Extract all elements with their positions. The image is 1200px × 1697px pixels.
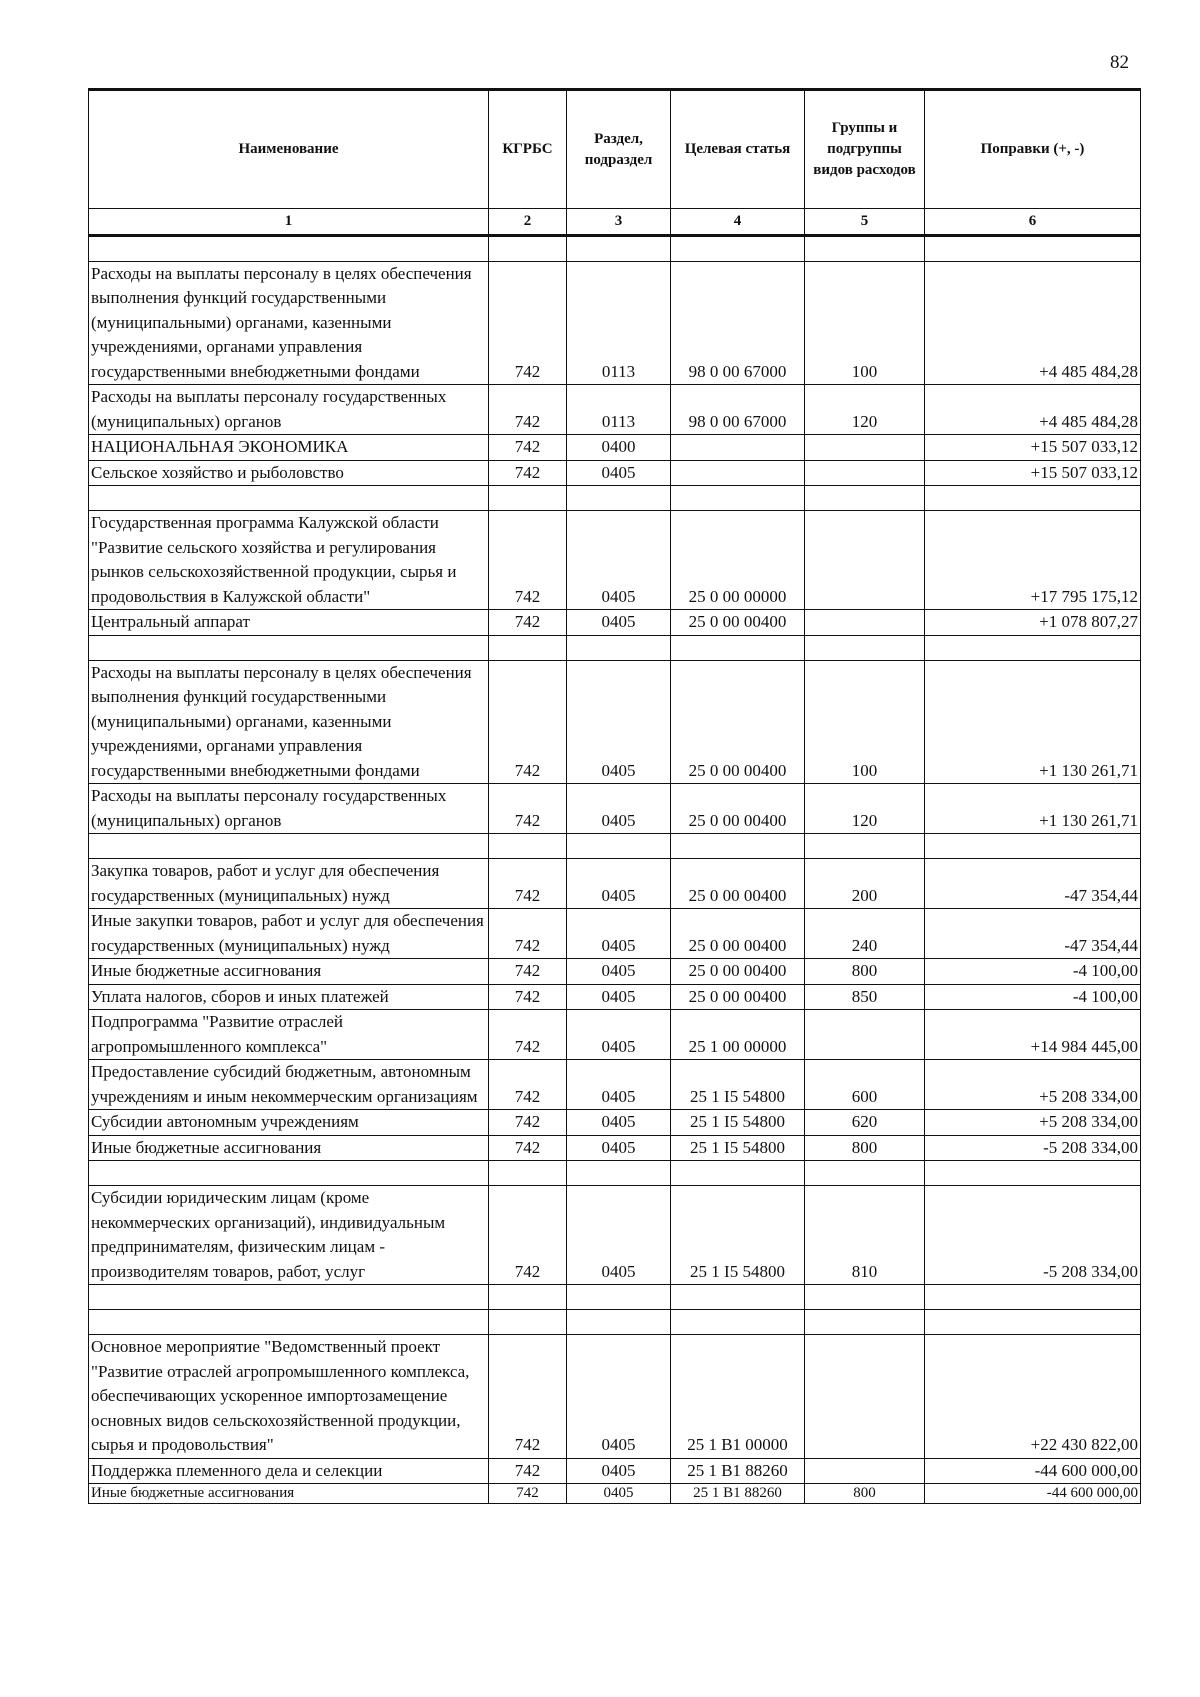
row-statya: 25 0 00 00400 [671,959,805,985]
row-razdel: 0405 [567,1110,671,1136]
row-statya: 25 1 B1 88260 [671,1458,805,1484]
table-row [89,784,1141,834]
row-name: НАЦИОНАЛЬНАЯ ЭКОНОМИКА [89,435,489,461]
row-kgrbs: 742 [489,511,567,610]
table-row [89,1060,1141,1110]
spacer-row [89,635,1141,660]
table-row [89,610,1141,636]
row-amount: +15 507 033,12 [925,435,1141,461]
table-row [89,385,1141,435]
row-razdel: 0405 [567,1458,671,1484]
header-razdel: Раздел, подраздел [567,90,671,209]
row-vid: 240 [805,909,925,959]
row-kgrbs: 742 [489,1458,567,1484]
row-kgrbs: 742 [489,1484,567,1504]
header-statya: Целевая статья [671,90,805,209]
row-kgrbs: 742 [489,1110,567,1136]
row-kgrbs: 742 [489,385,567,435]
row-name: Расходы на выплаты персоналу в целях обеспечения выполнения функций государственными (муниципальными) органами, казенными учреждениями, органами управления государственными внебюджетными фондами [89,660,489,784]
spacer-row [89,1161,1141,1186]
row-kgrbs: 742 [489,660,567,784]
row-vid: 120 [805,784,925,834]
row-name: Иные закупки товаров, работ и услуг для обеспечения государственных (муниципальных) нужд [89,909,489,959]
row-kgrbs: 742 [489,1135,567,1161]
row-name: Основное мероприятие "Ведомственный проект "Развитие отраслей агропромышленного комплекса, обеспечивающих ускоренное импортозамещение основных видов сельскохозяйственной продукции, сырья и продовольствия" [89,1335,489,1459]
row-amount: +5 208 334,00 [925,1110,1141,1136]
row-statya: 25 1 B1 00000 [671,1335,805,1459]
row-statya: 98 0 00 67000 [671,385,805,435]
row-statya: 25 0 00 00400 [671,984,805,1010]
row-vid: 800 [805,1135,925,1161]
row-name: Государственная программа Калужской области "Развитие сельского хозяйства и регулирования рынков сельскохозяйственной продукции, сырья и продовольствия в Калужской области" [89,511,489,610]
row-name: Иные бюджетные ассигнования [89,1135,489,1161]
row-vid: 620 [805,1110,925,1136]
page-number: 82 [1110,52,1129,73]
row-name: Иные бюджетные ассигнования [89,1484,489,1504]
column-number: 5 [805,209,925,236]
row-razdel: 0405 [567,1484,671,1504]
row-amount: -44 600 000,00 [925,1458,1141,1484]
row-amount: -5 208 334,00 [925,1135,1141,1161]
row-name: Расходы на выплаты персоналу государственных (муниципальных) органов [89,784,489,834]
row-kgrbs: 742 [489,1186,567,1285]
row-vid: 800 [805,1484,925,1504]
row-amount: +14 984 445,00 [925,1010,1141,1060]
row-statya [671,460,805,486]
column-numbers-row [89,209,1141,236]
row-razdel: 0405 [567,1135,671,1161]
row-kgrbs: 742 [489,959,567,985]
header-amount: Поправки (+, -) [925,90,1141,209]
table-row [89,1335,1141,1459]
row-statya: 25 1 00 00000 [671,1010,805,1060]
row-kgrbs: 742 [489,460,567,486]
row-name: Подпрограмма "Развитие отраслей агропромышленного комплекса" [89,1010,489,1060]
row-name: Расходы на выплаты персоналу в целях обеспечения выполнения функций государственными (муниципальными) органами, казенными учреждениями, органами управления государственными внебюджетными фондами [89,261,489,385]
row-razdel: 0405 [567,784,671,834]
table-row [89,959,1141,985]
table-row [89,511,1141,610]
column-number: 1 [89,209,489,236]
row-vid: 120 [805,385,925,435]
row-amount: -47 354,44 [925,859,1141,909]
row-kgrbs: 742 [489,859,567,909]
row-kgrbs: 742 [489,784,567,834]
row-vid: 100 [805,660,925,784]
row-vid: 810 [805,1186,925,1285]
row-statya [671,435,805,461]
row-name: Предоставление субсидий бюджетным, автономным учреждениям и иным некоммерческим организациям [89,1060,489,1110]
row-vid [805,1335,925,1459]
table-row [89,660,1141,784]
row-name: Сельское хозяйство и рыболовство [89,460,489,486]
table-header-row [89,90,1141,209]
row-razdel: 0405 [567,610,671,636]
budget-amendments-table [88,88,1141,1504]
spacer-row [89,1285,1141,1310]
row-vid [805,1010,925,1060]
row-statya: 98 0 00 67000 [671,261,805,385]
row-vid: 800 [805,959,925,985]
row-vid [805,460,925,486]
row-vid: 200 [805,859,925,909]
row-amount: +1 130 261,71 [925,660,1141,784]
row-kgrbs: 742 [489,610,567,636]
row-kgrbs: 742 [489,1060,567,1110]
row-name: Иные бюджетные ассигнования [89,959,489,985]
column-number: 4 [671,209,805,236]
header-kgrbs: КГРБС [489,90,567,209]
table-row [89,1110,1141,1136]
row-amount: -47 354,44 [925,909,1141,959]
row-statya: 25 1 I5 54800 [671,1060,805,1110]
row-razdel: 0405 [567,984,671,1010]
table-row [89,1484,1141,1504]
row-amount: +4 485 484,28 [925,261,1141,385]
row-amount: -4 100,00 [925,959,1141,985]
row-statya: 25 0 00 00400 [671,784,805,834]
row-statya: 25 1 I5 54800 [671,1110,805,1136]
row-statya: 25 0 00 00400 [671,909,805,959]
row-statya: 25 0 00 00400 [671,859,805,909]
table-row [89,1010,1141,1060]
row-razdel: 0405 [567,959,671,985]
table-row [89,1135,1141,1161]
row-kgrbs: 742 [489,261,567,385]
table-row [89,909,1141,959]
column-number: 6 [925,209,1141,236]
row-razdel: 0405 [567,1010,671,1060]
spacer-row [89,235,1141,261]
row-amount: +5 208 334,00 [925,1060,1141,1110]
row-vid [805,1458,925,1484]
row-vid [805,435,925,461]
row-kgrbs: 742 [489,1335,567,1459]
spacer-row [89,1310,1141,1335]
row-amount: +15 507 033,12 [925,460,1141,486]
row-amount: +17 795 175,12 [925,511,1141,610]
column-number: 2 [489,209,567,236]
row-razdel: 0405 [567,1335,671,1459]
row-razdel: 0405 [567,460,671,486]
row-name: Центральный аппарат [89,610,489,636]
row-amount: +22 430 822,00 [925,1335,1141,1459]
row-name: Закупка товаров, работ и услуг для обеспечения государственных (муниципальных) нужд [89,859,489,909]
row-kgrbs: 742 [489,1010,567,1060]
row-vid: 100 [805,261,925,385]
row-amount: -44 600 000,00 [925,1484,1141,1504]
row-amount: +1 078 807,27 [925,610,1141,636]
row-name: Уплата налогов, сборов и иных платежей [89,984,489,1010]
row-vid: 600 [805,1060,925,1110]
row-amount: -4 100,00 [925,984,1141,1010]
row-statya: 25 0 00 00400 [671,610,805,636]
row-statya: 25 1 I5 54800 [671,1186,805,1285]
row-vid [805,511,925,610]
row-statya: 25 0 00 00000 [671,511,805,610]
row-razdel: 0405 [567,1060,671,1110]
row-vid: 850 [805,984,925,1010]
row-razdel: 0405 [567,511,671,610]
row-kgrbs: 742 [489,435,567,461]
table-row [89,859,1141,909]
spacer-row [89,834,1141,859]
row-statya: 25 1 I5 54800 [671,1135,805,1161]
row-razdel: 0113 [567,385,671,435]
row-razdel: 0405 [567,1186,671,1285]
column-number: 3 [567,209,671,236]
row-name: Поддержка племенного дела и селекции [89,1458,489,1484]
spacer-row [89,486,1141,511]
row-amount: -5 208 334,00 [925,1186,1141,1285]
row-kgrbs: 742 [489,984,567,1010]
header-vid: Группы и подгруппы видов расходов [805,90,925,209]
table-row [89,1186,1141,1285]
table-row [89,435,1141,461]
row-kgrbs: 742 [489,909,567,959]
row-razdel: 0405 [567,660,671,784]
header-name: Наименование [89,90,489,209]
row-name: Субсидии автономным учреждениям [89,1110,489,1136]
table-row [89,984,1141,1010]
row-statya: 25 1 B1 88260 [671,1484,805,1504]
row-razdel: 0405 [567,859,671,909]
row-razdel: 0113 [567,261,671,385]
row-razdel: 0405 [567,909,671,959]
row-statya: 25 0 00 00400 [671,660,805,784]
row-amount: +4 485 484,28 [925,385,1141,435]
table-row [89,460,1141,486]
table-row [89,1458,1141,1484]
row-amount: +1 130 261,71 [925,784,1141,834]
row-razdel: 0400 [567,435,671,461]
row-vid [805,610,925,636]
table-row [89,261,1141,385]
row-name: Расходы на выплаты персоналу государственных (муниципальных) органов [89,385,489,435]
row-name: Субсидии юридическим лицам (кроме некоммерческих организаций), индивидуальным предпринимателям, физическим лицам - производителям товаров, работ, услуг [89,1186,489,1285]
